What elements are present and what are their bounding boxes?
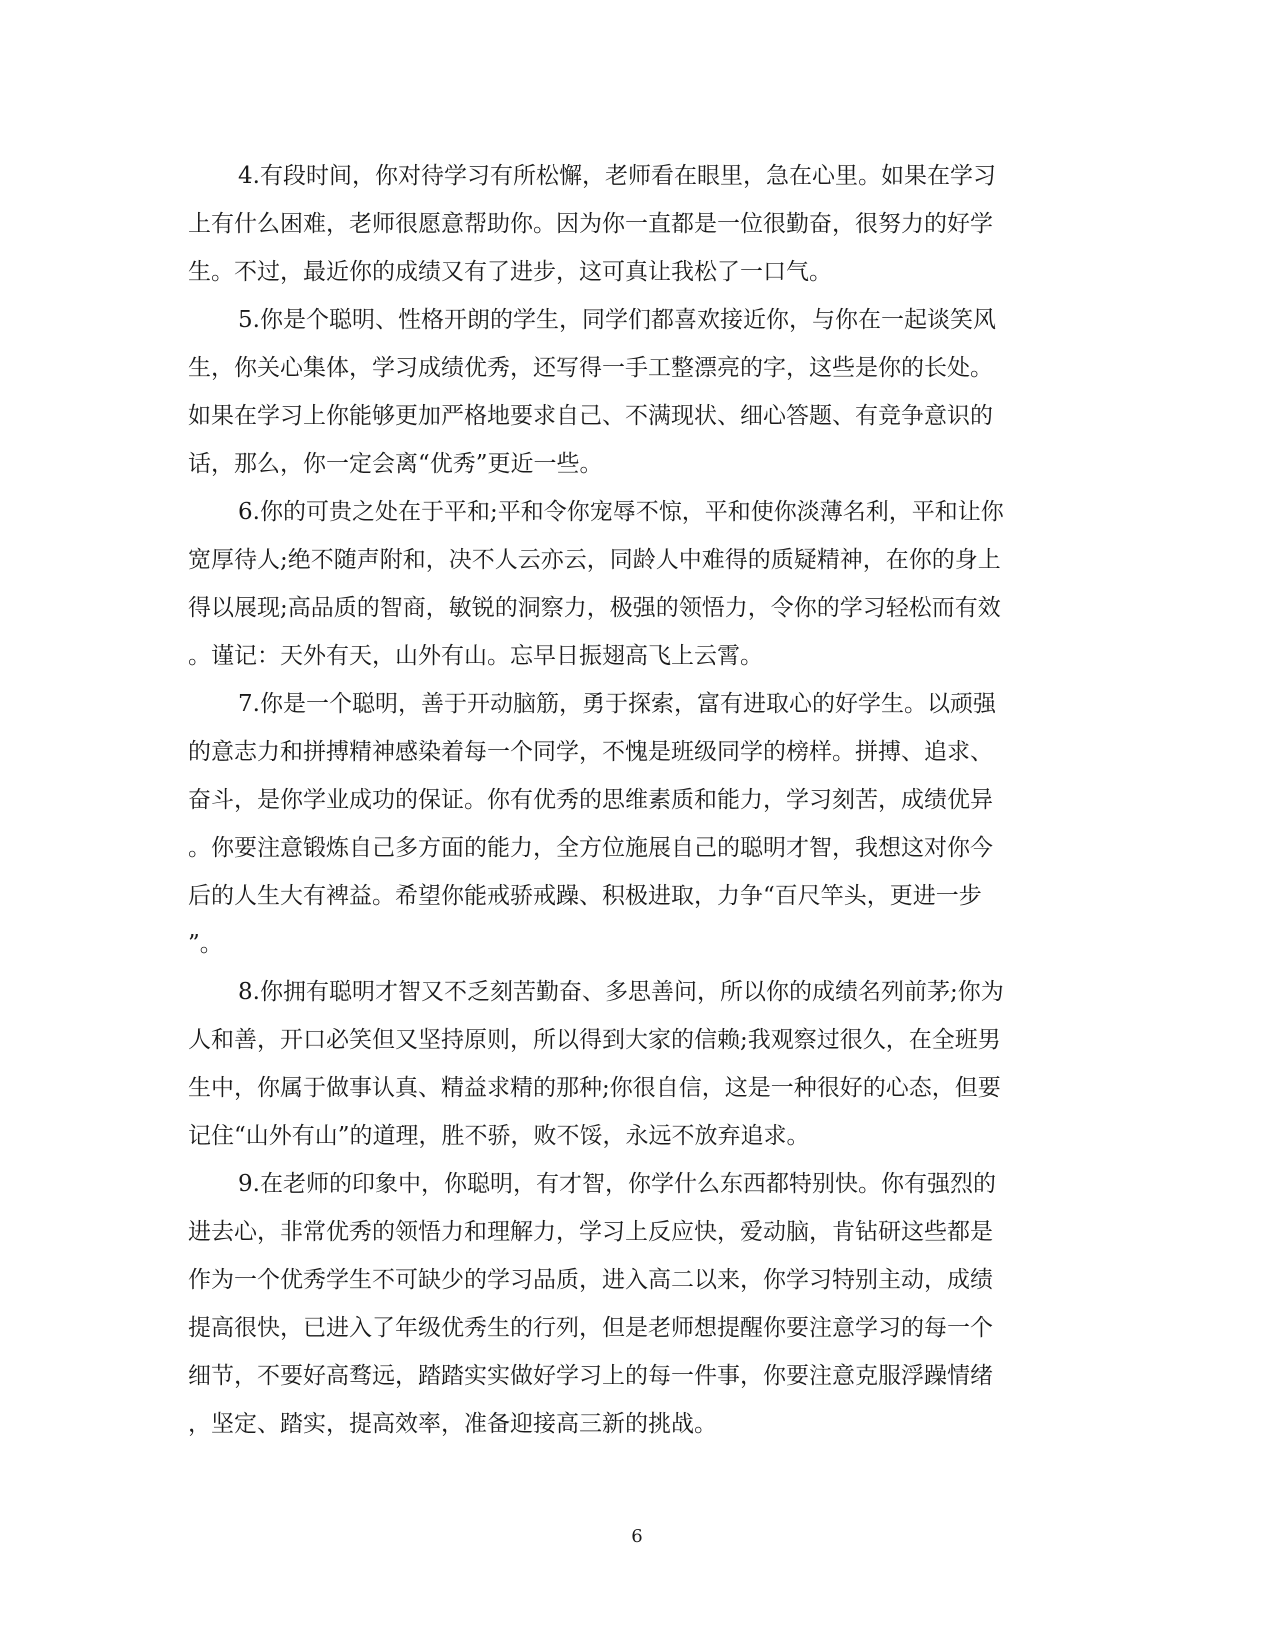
paragraph-5-line-3: 如果在学习上你能够更加严格地要求自己、不满现状、细心答题、有竞争意识的 [188, 403, 993, 429]
paragraph-7-line-2: 的意志力和拼搏精神感染着每一个同学，不愧是班级同学的榜样。拼搏、追求、 [188, 739, 993, 765]
paragraph-5-line-1: 5.你是个聪明、性格开朗的学生，同学们都喜欢接近你，与你在一起谈笑风 [238, 307, 996, 333]
paragraph-7-line-4: 。你要注意锻炼自己多方面的能力，全方位施展自己的聪明才智，我想这对你今 [188, 835, 993, 861]
paragraph-4-line-2: 上有什么困难，老师很愿意帮助你。因为你一直都是一位很勤奋，很努力的好学 [188, 211, 993, 237]
paragraph-4-line-1: 4.有段时间，你对待学习有所松懈，老师看在眼里，急在心里。如果在学习 [238, 163, 996, 189]
paragraph-9-line-3: 作为一个优秀学生不可缺少的学习品质，进入高二以来，你学习特别主动，成绩 [188, 1267, 993, 1293]
paragraph-9-line-4: 提高很快，已进入了年级优秀生的行列，但是老师想提醒你要注意学习的每一个 [188, 1315, 993, 1341]
paragraph-9-line-1: 9.在老师的印象中，你聪明，有才智，你学什么东西都特别快。你有强烈的 [238, 1171, 996, 1197]
paragraph-7-line-5: 后的人生大有裨益。希望你能戒骄戒躁、积极进取，力争“百尺竿头，更进一步 [188, 883, 982, 909]
page-number: 6 [631, 1526, 643, 1547]
paragraph-6-line-3: 得以展现;高品质的智商，敏锐的洞察力，极强的领悟力，令你的学习轻松而有效 [188, 595, 1001, 621]
paragraph-5-line-2: 生，你关心集体，学习成绩优秀，还写得一手工整漂亮的字，这些是你的长处。 [188, 355, 993, 381]
paragraph-9-line-6: ，坚定、踏实，提高效率，准备迎接高三新的挑战。 [188, 1411, 717, 1437]
paragraph-8-line-4: 记住“山外有山”的道理，胜不骄，败不馁，永远不放弃追求。 [188, 1123, 810, 1149]
paragraph-7-line-1: 7.你是一个聪明，善于开动脑筋，勇于探索，富有进取心的好学生。以顽强 [238, 691, 996, 717]
paragraph-7-line-3: 奋斗，是你学业成功的保证。你有优秀的思维素质和能力，学习刻苦，成绩优异 [188, 787, 993, 813]
paragraph-4-line-3: 生。不过，最近你的成绩又有了进步，这可真让我松了一口气。 [188, 259, 832, 285]
paragraph-6-line-1: 6.你的可贵之处在于平和;平和令你宠辱不惊，平和使你淡薄名利，平和让你 [238, 499, 1004, 525]
paragraph-8-line-1: 8.你拥有聪明才智又不乏刻苦勤奋、多思善问，所以你的成绩名列前茅;你为 [238, 979, 1004, 1005]
paragraph-8-line-2: 人和善，开口必笑但又坚持原则，所以得到大家的信赖;我观察过很久，在全班男 [188, 1027, 1001, 1053]
paragraph-6-line-4: 。谨记：天外有天，山外有山。忘早日振翅高飞上云霄。 [188, 643, 763, 669]
paragraph-8-line-3: 生中，你属于做事认真、精益求精的那种;你很自信，这是一种很好的心态，但要 [188, 1075, 1001, 1101]
document-body [188, 152, 1068, 1448]
paragraph-6-line-2: 宽厚待人;绝不随声附和，决不人云亦云，同龄人中难得的质疑精神，在你的身上 [188, 547, 1001, 573]
paragraph-9-line-2: 进去心，非常优秀的领悟力和理解力，学习上反应快，爱动脑，肯钻研这些都是 [188, 1219, 993, 1245]
paragraph-9-line-5: 细节，不要好高骛远，踏踏实实做好学习上的每一件事，你要注意克服浮躁情绪 [188, 1363, 993, 1389]
paragraph-5-line-4: 话，那么，你一定会离“优秀”更近一些。 [188, 451, 603, 477]
paragraph-7-line-6: ”。 [188, 931, 223, 957]
